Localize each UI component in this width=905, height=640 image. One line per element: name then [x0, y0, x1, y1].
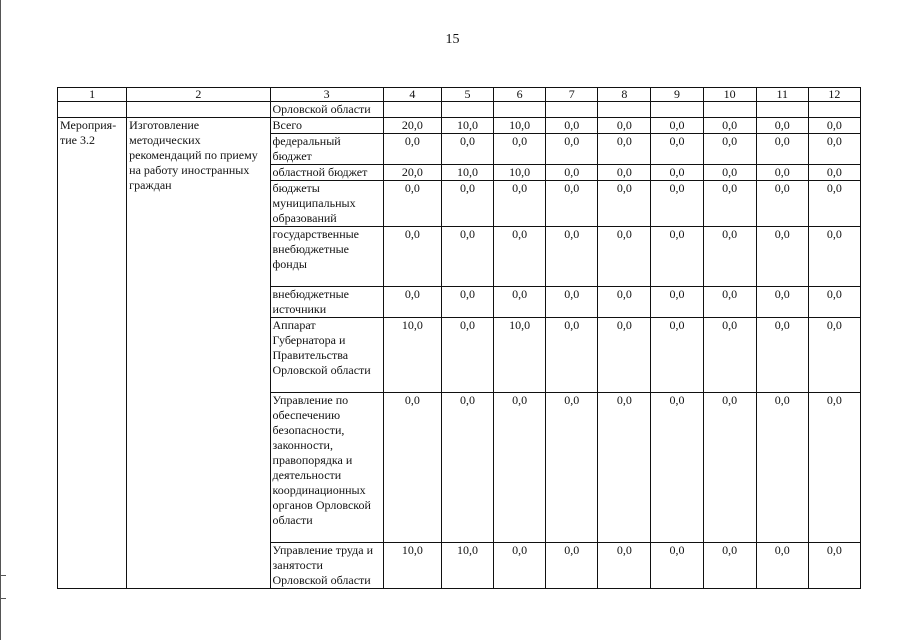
amount-cell: 0,0 [546, 318, 598, 393]
funding-source-cell: бюджеты муниципальных образований [270, 181, 383, 227]
budget-table [57, 87, 861, 589]
amount-cell: 0,0 [808, 165, 860, 181]
amount-cell: 0,0 [494, 134, 546, 165]
amount-cell: 0,0 [651, 118, 703, 134]
amount-cell: 0,0 [651, 181, 703, 227]
amount-cell: 10,0 [494, 165, 546, 181]
amount-cell: 0,0 [756, 165, 808, 181]
amount-cell: 0,0 [598, 543, 651, 589]
amount-cell: 0,0 [808, 543, 860, 589]
empty-cell [127, 102, 270, 118]
funding-source-cell: федеральный бюджет [270, 134, 383, 165]
column-number: 5 [441, 88, 493, 102]
page-edge-tick [0, 598, 6, 599]
amount-cell: 0,0 [808, 181, 860, 227]
amount-cell: 20,0 [383, 118, 441, 134]
amount-cell: 10,0 [383, 318, 441, 393]
funding-row [58, 118, 861, 134]
funding-source-cell: Всего [270, 118, 383, 134]
amount-cell: 0,0 [546, 134, 598, 165]
empty-cell [756, 102, 808, 118]
amount-cell: 0,0 [756, 134, 808, 165]
funding-source-cell: Аппарат Губернатора и Правительства Орловской области [270, 318, 383, 393]
amount-cell: 10,0 [383, 543, 441, 589]
amount-cell: 0,0 [383, 227, 441, 287]
amount-cell: 0,0 [546, 118, 598, 134]
column-number: 4 [383, 88, 441, 102]
amount-cell: 0,0 [383, 181, 441, 227]
column-number: 12 [808, 88, 860, 102]
column-number: 9 [651, 88, 703, 102]
column-number: 8 [598, 88, 651, 102]
empty-cell [808, 102, 860, 118]
page-edge-tick [0, 575, 6, 576]
amount-cell: 0,0 [756, 181, 808, 227]
amount-cell: 0,0 [494, 543, 546, 589]
empty-cell [651, 102, 703, 118]
amount-cell: 0,0 [441, 287, 493, 318]
amount-cell: 0,0 [808, 134, 860, 165]
amount-cell: 20,0 [383, 165, 441, 181]
amount-cell: 0,0 [441, 227, 493, 287]
amount-cell: 0,0 [808, 318, 860, 393]
amount-cell: 0,0 [598, 227, 651, 287]
empty-cell [441, 102, 493, 118]
amount-cell: 0,0 [598, 134, 651, 165]
page-left-edge [0, 0, 1, 640]
column-number: 2 [127, 88, 270, 102]
empty-cell [598, 102, 651, 118]
column-number: 7 [546, 88, 598, 102]
amount-cell: 0,0 [546, 165, 598, 181]
amount-cell: 0,0 [651, 165, 703, 181]
empty-cell [703, 102, 756, 118]
amount-cell: 0,0 [441, 393, 493, 543]
amount-cell: 0,0 [808, 227, 860, 287]
empty-cell [546, 102, 598, 118]
amount-cell: 0,0 [494, 393, 546, 543]
amount-cell: 10,0 [494, 318, 546, 393]
amount-cell: 0,0 [703, 118, 756, 134]
funding-source-cell: внебюджетные источники [270, 287, 383, 318]
amount-cell: 0,0 [756, 393, 808, 543]
activity-code: Мероприя-тие 3.2 [58, 118, 127, 589]
funding-source-cell: Управление труда и занятости Орловской области [270, 543, 383, 589]
amount-cell: 0,0 [703, 165, 756, 181]
amount-cell: 10,0 [441, 543, 493, 589]
page-number: 15 [445, 32, 460, 47]
column-number: 10 [703, 88, 756, 102]
column-number: 3 [270, 88, 383, 102]
amount-cell: 0,0 [598, 181, 651, 227]
amount-cell: 0,0 [598, 287, 651, 318]
amount-cell: 0,0 [703, 134, 756, 165]
amount-cell: 0,0 [703, 181, 756, 227]
amount-cell: 0,0 [494, 287, 546, 318]
amount-cell: 0,0 [703, 393, 756, 543]
amount-cell: 0,0 [756, 227, 808, 287]
amount-cell: 0,0 [383, 393, 441, 543]
column-number-row [58, 88, 861, 102]
amount-cell: 0,0 [441, 134, 493, 165]
amount-cell: 0,0 [756, 318, 808, 393]
amount-cell: 0,0 [651, 134, 703, 165]
amount-cell: 0,0 [703, 287, 756, 318]
amount-cell: 0,0 [808, 118, 860, 134]
amount-cell: 0,0 [546, 393, 598, 543]
amount-cell: 0,0 [703, 318, 756, 393]
amount-cell: 0,0 [546, 181, 598, 227]
amount-cell: 0,0 [598, 318, 651, 393]
amount-cell: 0,0 [808, 393, 860, 543]
amount-cell: 0,0 [546, 227, 598, 287]
funding-source-cell: государственные внебюджетные фонды [270, 227, 383, 287]
amount-cell: 0,0 [383, 287, 441, 318]
amount-cell: 0,0 [703, 543, 756, 589]
amount-cell: 0,0 [756, 543, 808, 589]
amount-cell: 0,0 [383, 134, 441, 165]
amount-cell: 0,0 [598, 165, 651, 181]
empty-cell [383, 102, 441, 118]
column-number: 11 [756, 88, 808, 102]
funding-source-cell: Орловской области [270, 102, 383, 118]
amount-cell: 0,0 [808, 287, 860, 318]
amount-cell: 0,0 [756, 118, 808, 134]
amount-cell: 0,0 [756, 287, 808, 318]
amount-cell: 0,0 [441, 318, 493, 393]
carryover-row [58, 102, 861, 118]
funding-source-cell: областной бюджет [270, 165, 383, 181]
empty-cell [58, 102, 127, 118]
amount-cell: 10,0 [441, 165, 493, 181]
activity-name: Изготовление методических рекомендаций по приему на работу иностранных граждан [127, 118, 270, 589]
funding-source-cell: Управление по обеспечению безопасности, законности, правопорядка и деятельности координационных органов Орловской области [270, 393, 383, 543]
amount-cell: 0,0 [651, 318, 703, 393]
amount-cell: 0,0 [651, 287, 703, 318]
amount-cell: 0,0 [546, 543, 598, 589]
amount-cell: 0,0 [598, 118, 651, 134]
amount-cell: 0,0 [546, 287, 598, 318]
amount-cell: 0,0 [651, 543, 703, 589]
column-number: 1 [58, 88, 127, 102]
amount-cell: 10,0 [441, 118, 493, 134]
amount-cell: 0,0 [441, 181, 493, 227]
amount-cell: 0,0 [494, 181, 546, 227]
amount-cell: 0,0 [494, 227, 546, 287]
amount-cell: 0,0 [651, 227, 703, 287]
amount-cell: 0,0 [598, 393, 651, 543]
empty-cell [494, 102, 546, 118]
amount-cell: 10,0 [494, 118, 546, 134]
amount-cell: 0,0 [651, 393, 703, 543]
amount-cell: 0,0 [703, 227, 756, 287]
column-number: 6 [494, 88, 546, 102]
